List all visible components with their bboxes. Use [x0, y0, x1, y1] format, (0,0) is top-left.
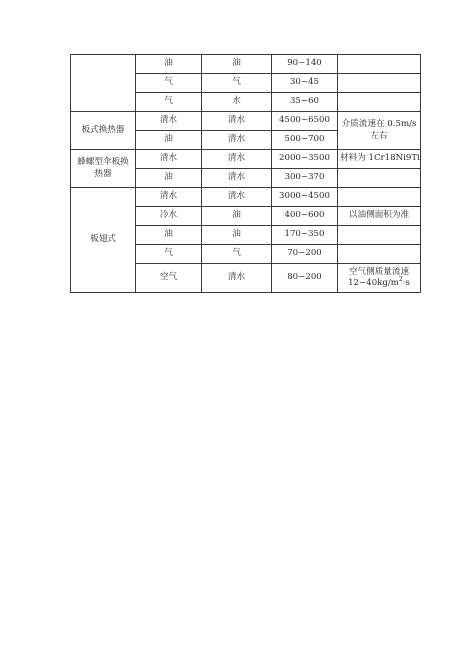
table-row [71, 112, 421, 131]
note-cell: 材料为 1Cr18Ni9Ti [338, 150, 421, 169]
cold-fluid-cell: 气 [202, 74, 272, 93]
hot-fluid-cell: 油 [136, 55, 202, 74]
note-cell: 以油侧面积为准 [338, 207, 421, 226]
hot-fluid-cell: 油 [136, 169, 202, 188]
note-cell [338, 55, 421, 74]
hot-fluid-cell: 气 [136, 74, 202, 93]
table-row [71, 55, 421, 74]
cold-fluid-cell: 清水 [202, 131, 272, 150]
coefficient-cell: 35~60 [272, 93, 338, 112]
hot-fluid-cell: 清水 [136, 150, 202, 169]
note-cell [338, 245, 421, 264]
cold-fluid-cell: 清水 [202, 188, 272, 207]
coefficient-cell: 30~45 [272, 74, 338, 93]
cold-fluid-cell: 清水 [202, 169, 272, 188]
cold-fluid-cell: 清水 [202, 112, 272, 131]
heat-transfer-coefficient-table [70, 54, 421, 293]
hot-fluid-cell: 气 [136, 245, 202, 264]
hot-fluid-cell: 空气 [136, 264, 202, 293]
cold-fluid-cell: 油 [202, 55, 272, 74]
exchanger-type-cell: 板式换热器 [71, 112, 136, 150]
table-row [71, 150, 421, 169]
exchanger-type-cell: 板翅式 [71, 188, 136, 293]
hot-fluid-cell: 油 [136, 226, 202, 245]
note-cell [338, 188, 421, 207]
exchanger-type-cell: 蜂螺型伞板换热器 [71, 150, 136, 188]
note-cell [338, 74, 421, 93]
exchanger-type-cell [71, 55, 136, 112]
cold-fluid-cell: 油 [202, 207, 272, 226]
coefficient-cell: 500~700 [272, 131, 338, 150]
note-cell [338, 264, 421, 293]
coefficient-cell: 400~600 [272, 207, 338, 226]
cold-fluid-cell: 气 [202, 245, 272, 264]
coefficient-cell: 4500~6500 [272, 112, 338, 131]
hot-fluid-cell: 气 [136, 93, 202, 112]
cold-fluid-cell: 清水 [202, 264, 272, 293]
note-cell: 介质流速在 0.5m/s 左右 [338, 112, 421, 150]
coefficient-cell: 2000~3500 [272, 150, 338, 169]
table-row [71, 188, 421, 207]
coefficient-cell: 300~370 [272, 169, 338, 188]
coefficient-cell: 70~200 [272, 245, 338, 264]
hot-fluid-cell: 清水 [136, 188, 202, 207]
note-cell [338, 226, 421, 245]
note-line-2-sup: 2 [398, 276, 403, 284]
hot-fluid-cell: 清水 [136, 112, 202, 131]
cold-fluid-cell: 水 [202, 93, 272, 112]
cold-fluid-cell: 清水 [202, 150, 272, 169]
hot-fluid-cell: 油 [136, 131, 202, 150]
note-line-1: 空气侧质量流速 [348, 266, 410, 277]
coefficient-cell: 80~200 [272, 264, 338, 293]
cold-fluid-cell: 油 [202, 226, 272, 245]
note-line-2-pre: 12~40kg/m [348, 278, 399, 288]
coefficient-cell: 3000~4500 [272, 188, 338, 207]
note-line-2-post: ·s [402, 278, 410, 288]
note-cell [338, 93, 421, 112]
coefficient-cell: 90~140 [272, 55, 338, 74]
note-cell [338, 169, 421, 188]
hot-fluid-cell: 冷水 [136, 207, 202, 226]
coefficient-cell: 170~350 [272, 226, 338, 245]
